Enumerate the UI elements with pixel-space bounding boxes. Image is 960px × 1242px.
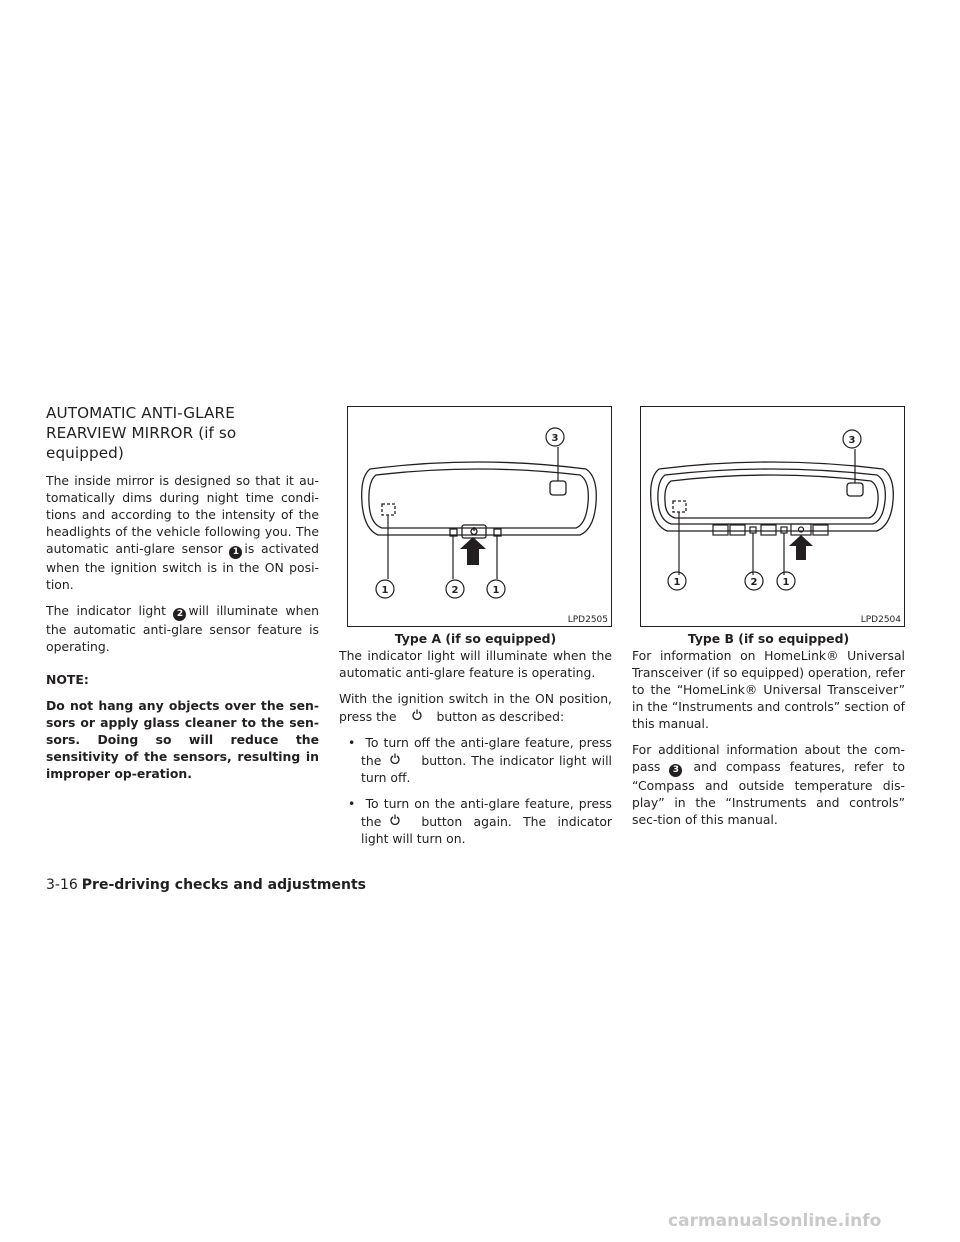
figure-b-label-1-right: 1 xyxy=(782,577,790,588)
paragraph-indicator-light xyxy=(46,602,319,655)
section-title-line-1: AUTOMATIC ANTI-GLARE xyxy=(46,404,235,422)
section-title-line-2: REARVIEW MIRROR (if so equipped) xyxy=(46,424,237,462)
figure-b-label-1-left: 1 xyxy=(673,577,681,588)
figure-b-code: LPD2504 xyxy=(860,615,901,625)
paragraph-compass xyxy=(632,741,905,828)
bullet-turn-off xyxy=(339,734,612,786)
paragraph-text: To turn off the anti-glare feature, press the xyxy=(361,735,612,768)
mirror-type-b-illustration xyxy=(641,407,904,626)
callout-3-badge: 3 xyxy=(669,764,682,777)
section-title xyxy=(46,403,319,463)
figure-type-b xyxy=(640,406,905,627)
page-footer xyxy=(46,875,366,895)
bullet-mark: • xyxy=(348,796,356,811)
figure-b-label-3: 3 xyxy=(848,435,856,446)
paragraph-text: button again. The indicator light will turn on. xyxy=(361,814,612,846)
figure-b-label-2: 2 xyxy=(750,577,758,588)
figure-type-a xyxy=(347,406,612,627)
text-column-2 xyxy=(339,630,612,856)
bullet-mark: • xyxy=(348,735,356,750)
power-button-icon xyxy=(397,707,437,724)
callout-2-badge: 2 xyxy=(173,608,186,621)
paragraph-text: button. The indicator light will turn off. xyxy=(361,753,612,785)
mirror-type-a-illustration xyxy=(348,407,611,626)
paragraph-indicator-operation: The indicator light will illuminate when the automatic anti-glare feature is operating. xyxy=(339,648,612,680)
paragraph-text: For additional information about the com-pass xyxy=(632,742,905,774)
power-button-icon xyxy=(381,812,421,829)
paragraph-homelink: For information on HomeLink® Universal Transceiver (if so equipped) operation, refer to the “HomeLink® Universal Transceiver” in the “Instruments and controls” section of this manual. xyxy=(632,648,905,731)
paragraph-mirror-intro xyxy=(46,472,319,593)
watermark: carmanualsonline.info xyxy=(668,1211,882,1231)
paragraph-text: is activated when the ignition switch is in the ON posi-tion. xyxy=(46,541,319,592)
figure-a-label-1-right: 1 xyxy=(492,585,500,596)
figure-a-code: LPD2505 xyxy=(567,615,608,625)
paragraph-text: button as described: xyxy=(436,709,565,724)
figure-a-caption: Type A (if so equipped) xyxy=(394,631,557,646)
figure-a-label-1-left: 1 xyxy=(381,585,389,596)
figure-a-label-2: 2 xyxy=(451,585,459,596)
section-name: Pre-driving checks and adjustments xyxy=(81,877,366,893)
bullet-turn-on xyxy=(339,795,612,847)
figure-a-label-3: 3 xyxy=(551,433,559,444)
note-title: NOTE: xyxy=(46,672,89,687)
note-body: Do not hang any objects over the sen-sors or apply glass cleaner to the sen-sors. Doing so will reduce the sensitivity of the sensors, resulting in improper op-eration. xyxy=(46,698,319,781)
paragraph-text: The inside mirror is designed so that it au-tomatically dims during night time condi-tions and according to the intensity of the headlights of the vehicle following you. The automatic anti-glare sensor xyxy=(46,473,319,556)
paragraph-text: The indicator light xyxy=(46,603,166,618)
text-column-1 xyxy=(46,403,319,791)
text-column-3 xyxy=(632,630,905,837)
page-number: 3-16 xyxy=(46,877,78,893)
callout-1-badge: 1 xyxy=(229,546,242,559)
figure-b-caption: Type B (if so equipped) xyxy=(687,631,850,646)
paragraph-press-button xyxy=(339,690,612,725)
paragraph-text: To turn on the anti-glare feature, press the xyxy=(361,796,612,829)
power-button-icon xyxy=(381,751,421,768)
paragraph-text: and compass features, refer to “Compass and outside temperature dis-play” in the “Instruments and controls” sec-tion of this manual. xyxy=(632,759,905,827)
paragraph-text: With the ignition switch in the ON position, press the xyxy=(339,691,612,724)
paragraph-text: will illuminate when the automatic anti-glare sensor feature is operating. xyxy=(46,603,319,654)
